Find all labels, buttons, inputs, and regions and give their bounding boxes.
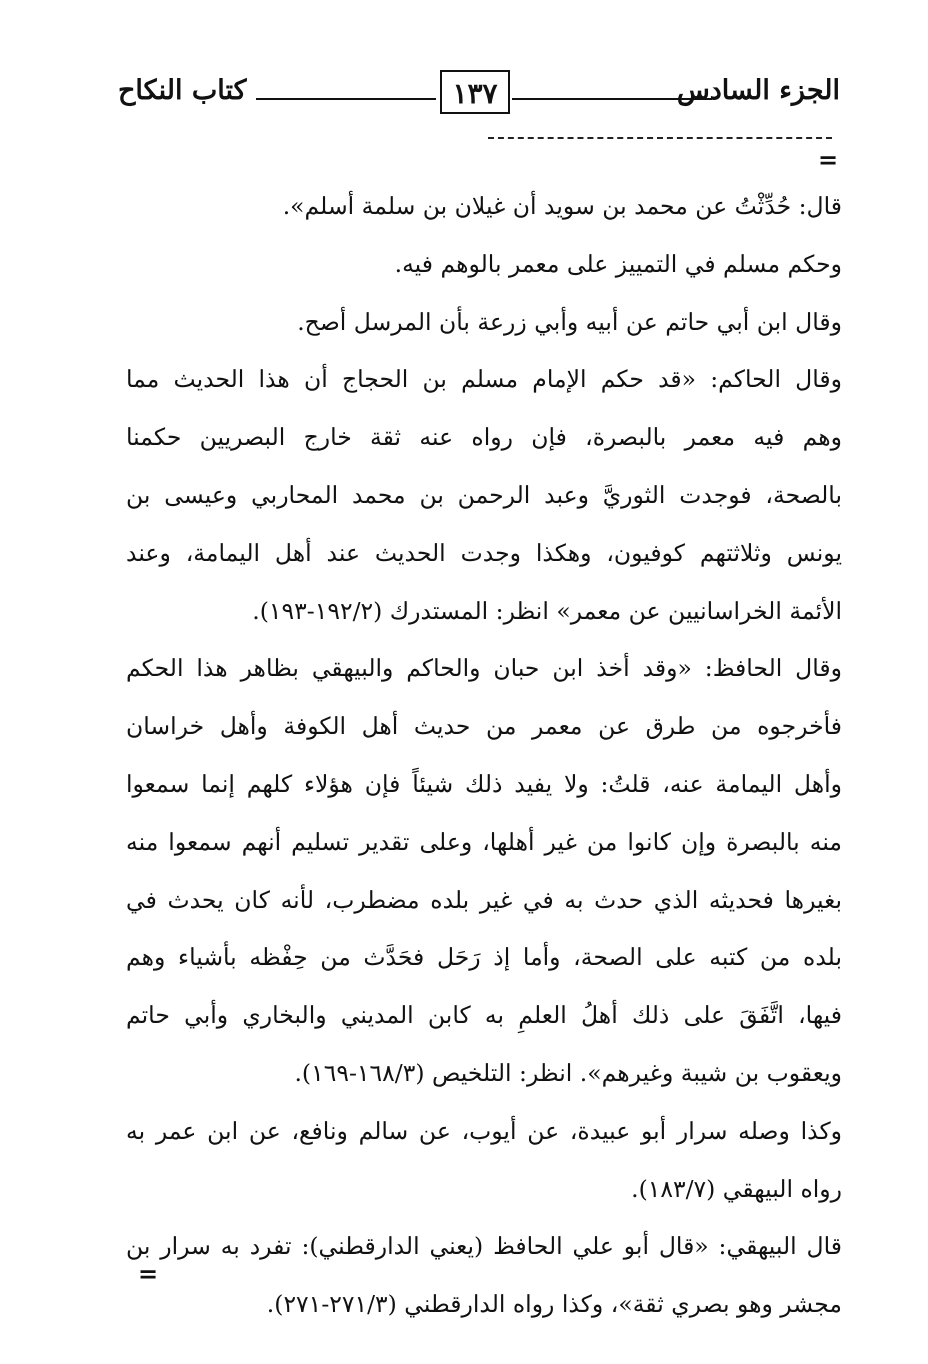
text-line: فيها، اتَّفَقَ على ذلك أهلُ العلمِ به كابن المديني والبخاري وأبي حاتم [126, 1001, 842, 1030]
text-line: وكذا وصله سرار أبو عبيدة، عن أيوب، عن سالم ونافع، عن ابن عمر به [126, 1116, 842, 1145]
text-line: مجشر وهو بصري ثقة»، وكذا رواه الدارقطني (٢٧١/٣-٢٧١). [266, 1290, 842, 1319]
book-title: كتاب النكاح [118, 75, 247, 106]
text-line: بلده من كتبه على الصحة، وأما إذ رَحَل فحَدَّث من حِفْظه بأشياء وهم [126, 943, 842, 972]
text-line: الأئمة الخراسانيين عن معمر» انظر: المستدرك (١٩٢/٢-١٩٣). [252, 596, 842, 625]
continuation-mark-top: = [818, 145, 839, 174]
text-line: ويعقوب بن شيبة وغيرهم». انظر: التلخيص (١٦٨/٣-١٦٩). [294, 1058, 842, 1087]
text-line: وحكم مسلم في التمييز على معمر بالوهم فيه. [394, 249, 842, 278]
text-line: وهم فيه معمر بالبصرة، فإن رواه عنه ثقة خارج البصريين حكمنا [126, 423, 842, 452]
text-line: وقال الحاكم: «قد حكم الإمام مسلم بن الحجاج أن هذا الحديث مما [126, 365, 842, 394]
text-line: وقال الحافظ: «وقد أخذ ابن حبان والحاكم والبيهقي بظاهر هذا الحكم [126, 654, 842, 683]
text-line: بالصحة، فوجدت الثوريَّ وعبد الرحمن بن محمد المحاربي وعيسى بن [126, 480, 842, 509]
text-line: بغيرها فحديثه الذي حدث به في غير بلده مضطرب، لأنه كان يحدث في [126, 885, 842, 914]
text-line: وأهل اليمامة عنه، قلتُ: ولا يفيد ذلك شيئاً فإن هؤلاء كلهم إنما سمعوا [126, 769, 842, 798]
text-line: منه بالبصرة وإن كانوا من غير أهلها، وعلى تقدير تسليم أنهم سمعوا منه [126, 827, 842, 856]
page-number: ١٣٧ [440, 70, 510, 114]
running-header [118, 70, 840, 126]
text-line: يونس وثلاثتهم كوفيون، وهكذا وجدت الحديث عند أهل اليمامة، وعند [126, 538, 842, 567]
header-rule-right [512, 98, 712, 100]
page-body [126, 178, 842, 1334]
text-line: قال: حُدِّثْتُ عن محمد بن سويد أن غيلان بن سلمة أسلم». [282, 192, 842, 220]
text-line: وقال ابن أبي حاتم عن أبيه وأبي زرعة بأن المرسل أصح. [297, 307, 842, 336]
text-line: رواه البيهقي (١٨٣/٧). [631, 1174, 842, 1203]
text-line: فأخرجوه من طرق عن معمر من حديث أهل الكوفة وأهل خراسان [126, 712, 842, 741]
text-line: قال البيهقي: «قال أبو علي الحافظ (يعني الدارقطني): تفرد به سرار بن [126, 1232, 842, 1261]
volume-title: الجزء السادس [676, 75, 840, 106]
header-dashed-divider [488, 137, 832, 139]
continuation-mark-bottom: = [138, 1259, 159, 1288]
header-rule-left [256, 98, 436, 100]
